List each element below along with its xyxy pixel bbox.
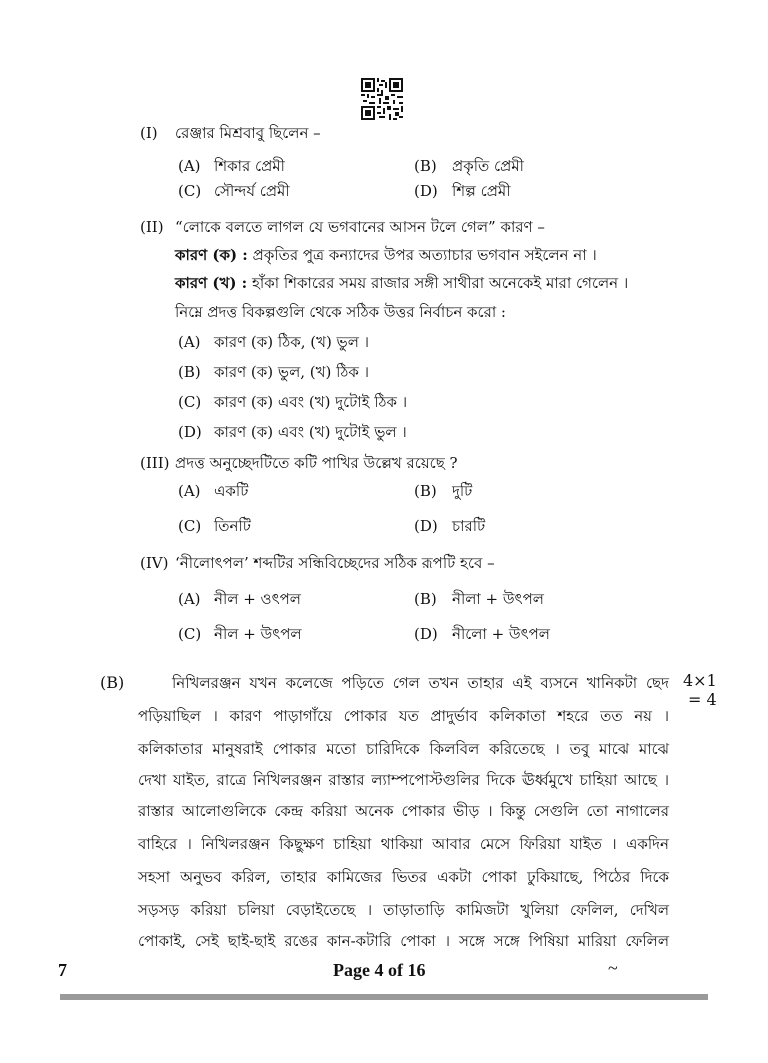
option-text: দুটি <box>452 482 473 500</box>
option-text: কারণ (ক) ঠিক, (খ) ভুল । <box>214 333 370 351</box>
qr-code <box>361 78 403 120</box>
instruction-text: নিম্নে প্রদত্ত বিকল্পগুলি থেকে সঠিক উত্তর নির্বাচন করো : <box>175 303 506 321</box>
option-text: নীলো + উৎপল <box>452 625 550 643</box>
option-label: (C) <box>178 625 202 643</box>
option-label: (B) <box>414 157 437 175</box>
option-text: সৌন্দর্য প্রেমী <box>214 182 290 200</box>
reason-text: প্রকৃতির পুত্র কন্যাদের উপর অত্যাচার ভগবান সইলেন না । <box>252 246 597 264</box>
passage-line: নিখিলরঞ্জন যখন কলেজে পড়িতে গেল তখন তাহার এই ব্যসনে খানিকটা ছেদ <box>172 674 669 692</box>
option-text: নীল + ওৎপল <box>214 590 301 608</box>
option-label: (A) <box>178 590 201 608</box>
reason-label: কারণ (খ) : <box>175 274 248 292</box>
reason-label: কারণ (ক) : <box>175 246 248 264</box>
passage-line: বাহিরে । নিখিলরঞ্জন কিছুক্ষণ চাহিয়া থাকিয়া আবার মেসে ফিরিয়া যাইত । একদিন <box>138 835 669 853</box>
option-label: (B) <box>414 590 437 608</box>
option-label: (D) <box>414 182 438 200</box>
option-text: প্রকৃতি প্রেমী <box>452 157 524 175</box>
passage-line: কলিকাতার মানুষরাই পোকার মতো চারিদিকে কিলবিল করিতেছে । তবু মাঝে মাঝে <box>138 740 669 758</box>
option-label: (B) <box>178 363 201 381</box>
option-label: (B) <box>414 482 437 500</box>
reason-text: হাঁকা শিকারের সময় রাজার সঙ্গী সাথীরা অনেকেই মারা গেলেন । <box>251 274 629 292</box>
question-number: (IV) <box>140 554 169 572</box>
option-text: নীল + উৎপল <box>214 625 302 643</box>
option-text: একটি <box>214 482 249 500</box>
question-number: (I) <box>140 124 158 142</box>
reason-line <box>175 245 597 265</box>
option-label: (A) <box>178 482 201 500</box>
option-text: কারণ (ক) এবং (খ) দুটোই ঠিক । <box>214 393 408 411</box>
option-label: (D) <box>414 517 438 535</box>
option-label: (C) <box>178 393 202 411</box>
passage-line: রাস্তার আলোগুলিকে কেন্দ্র করিয়া অনেক পোকার ভীড় । কিন্তু সেগুলি তো নাগালের <box>138 802 669 820</box>
reason-line <box>175 273 628 293</box>
footer-rule <box>60 994 708 1000</box>
tilde-mark: ~ <box>608 958 618 978</box>
option-label: (A) <box>178 333 201 351</box>
option-label: (D) <box>178 423 202 441</box>
option-text: নীলা + উৎপল <box>452 590 544 608</box>
option-label: (C) <box>178 182 202 200</box>
passage-line: দেখা যাইত, রাত্রে নিখিলরঞ্জন রাস্তার ল্যাম্পপোস্টগুলির দিকে ঊর্ধ্বমুখে চাহিয়া আছে । <box>138 771 669 789</box>
option-label: (A) <box>178 157 201 175</box>
option-text: শিল্প প্রেমী <box>452 182 511 200</box>
page-code: 7 <box>58 960 67 980</box>
passage-line: সহসা অনুভব করিল, তাহার কামিজের ভিতর একটা পোকা ঢুকিয়াছে, পিঠের দিকে <box>138 868 669 886</box>
question-number: (III) <box>140 454 170 472</box>
option-text: তিনটি <box>214 517 251 535</box>
question-number: (II) <box>140 218 164 236</box>
question-text: প্রদত্ত অনুচ্ছেদটিতে কটি পাখির উল্লেখ রয়েছে ? <box>175 454 458 472</box>
option-text: চারটি <box>452 517 486 535</box>
question-text: ‘নীলোৎপল’ শব্দটির সন্ধিবিচ্ছেদের সঠিক রূপটি হবে – <box>175 554 495 572</box>
option-text: কারণ (ক) এবং (খ) দুটোই ভুল । <box>214 423 407 441</box>
page-number: Page 4 of 16 <box>333 960 426 980</box>
option-text: শিকার প্রেমী <box>214 157 285 175</box>
option-label: (D) <box>414 625 438 643</box>
passage-line: সড়সড় করিয়া চলিয়া বেড়াইতেছে । তাড়াতাড়ি কামিজটা খুলিয়া ফেলিল, দেখিল <box>138 901 669 919</box>
section-label: (B) <box>100 673 125 692</box>
marks-total: = 4 <box>688 690 717 709</box>
question-text: “লোকে বলতে লাগল যে ভগবানের আসন টলে গেল” কারণ – <box>175 218 545 236</box>
question-text: রেঞ্জার মিশ্রবাবু ছিলেন – <box>175 124 321 142</box>
marks-line: 4×1 <box>683 671 717 690</box>
option-label: (C) <box>178 517 202 535</box>
passage-line: পোকাই, সেই ছাই-ছাই রঙের কান-কটারি পোকা । সঙ্গে সঙ্গে পিষিয়া মারিয়া ফেলিল <box>138 932 669 950</box>
passage-line: পড়িয়াছিল । কারণ পাড়াগাঁয়ে পোকার যত প্রাদুর্ভাব কলিকাতা শহরে তত নয় । <box>138 707 669 725</box>
option-text: কারণ (ক) ভুল, (খ) ঠিক । <box>214 363 370 381</box>
